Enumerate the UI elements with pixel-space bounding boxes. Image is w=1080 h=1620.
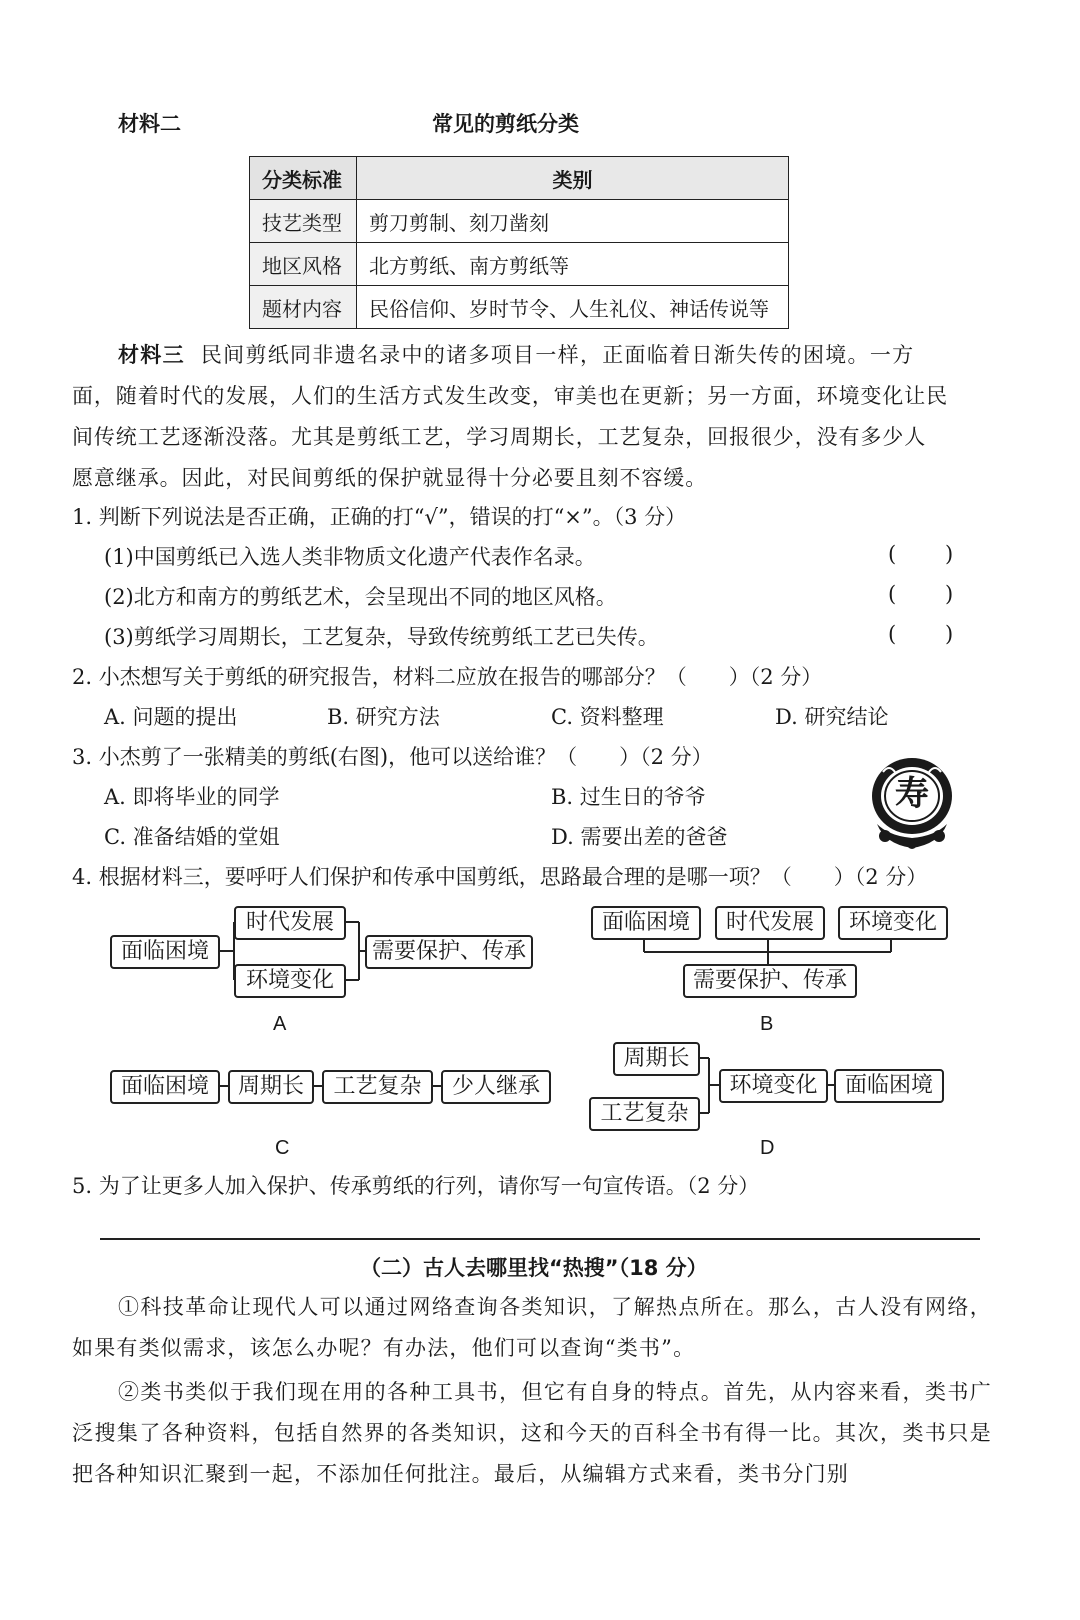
q1-stem: 1. 判断下列说法是否正确，正确的打“√”，错误的打“×”。（3 分） xyxy=(72,505,687,529)
q2-option-c[interactable]: C. 资料整理 xyxy=(551,705,664,729)
section2-paragraph-1: ①科技革命让现代人可以通过网络查询各类知识，了解热点所在。那么，古人没有网络，如果有类似需求，该怎么办呢？有办法，他们可以查询“类书”。 xyxy=(72,1295,992,1360)
diagram-a-box-mid1: 时代发展 xyxy=(234,906,346,940)
q2-option-b[interactable]: B. 研究方法 xyxy=(327,705,440,729)
diagram-b-box-1: 面临困境 xyxy=(591,906,701,940)
material2-label: 材料二 xyxy=(118,112,181,136)
papercut-char: 寿 xyxy=(895,774,929,814)
diagram-d-box-1: 周期长 xyxy=(613,1042,700,1076)
material3-line4: 愿意继承。因此，对民间剪纸的保护就显得十分必要且刻不容缓。 xyxy=(72,466,708,490)
q3-stem: 3. 小杰剪了一张精美的剪纸(右图)，他可以送给谁？（ ）（2 分） xyxy=(72,745,713,769)
diagram-d-box-2: 工艺复杂 xyxy=(589,1097,700,1131)
q1-item-1: (1)中国剪纸已入选人类非物质文化遗产代表作名录。 xyxy=(104,545,596,569)
q2-stem: 2. 小杰想写关于剪纸的研究报告，材料二应放在报告的哪部分？（ ）（2 分） xyxy=(72,665,823,689)
diagram-c-box-4: 少人继承 xyxy=(441,1070,551,1104)
table-header: 分类标准 xyxy=(250,157,357,200)
material3-label: 材料三 xyxy=(118,343,185,367)
diagram-d-box-3: 环境变化 xyxy=(719,1069,828,1103)
answer-paren-close[interactable]: ) xyxy=(945,542,954,566)
q3-option-b[interactable]: B. 过生日的爷爷 xyxy=(551,785,706,809)
q1-item-3: (3)剪纸学习周期长，工艺复杂，导致传统剪纸工艺已失传。 xyxy=(104,625,659,649)
material3-text: 民间剪纸同非遗名录中的诸多项目一样，正面临着日渐失传的困境。一方 xyxy=(200,343,915,367)
diagram-b-box-2: 时代发展 xyxy=(715,906,825,940)
material2-title: 常见的剪纸分类 xyxy=(432,112,579,136)
answer-paren-close[interactable]: ) xyxy=(945,622,954,646)
diagram-a-box-start: 面临困境 xyxy=(110,935,220,969)
answer-paren-open[interactable]: ( xyxy=(888,622,897,646)
diagram-a-box-mid2: 环境变化 xyxy=(234,964,346,998)
diagram-c-label[interactable]: C xyxy=(275,1137,290,1159)
q5-stem: 5. 为了让更多人加入保护、传承剪纸的行列，请你写一句宣传语。（2 分） xyxy=(72,1174,760,1198)
table-cell: 技艺类型 xyxy=(250,200,357,243)
material3-line2: 面，随着时代的发展，人们的生活方式发生改变，审美也在更新；另一方面，环境变化让民 xyxy=(72,384,948,408)
q3-option-c[interactable]: C. 准备结婚的堂姐 xyxy=(104,825,280,849)
table-cell: 地区风格 xyxy=(250,243,357,286)
section2-paragraph-2: ②类书类似于我们现在用的各种工具书，但它有自身的特点。首先，从内容来看，类书广泛搜集了各种资料，包括自然界的各类知识，这和今天的百科全书有得一比。其次，类书只是把各种知识汇聚到一起，不添加任何批注。最后，从编辑方式来看，类书分门别 xyxy=(72,1380,992,1486)
table-cell: 北方剪纸、南方剪纸等 xyxy=(357,243,789,286)
section-divider xyxy=(100,1238,980,1240)
diagram-c-box-3: 工艺复杂 xyxy=(322,1070,433,1104)
diagram-b-box-3: 环境变化 xyxy=(838,906,948,940)
section2-body xyxy=(72,1287,992,1495)
q2-option-d[interactable]: D. 研究结论 xyxy=(775,705,889,729)
diagram-a-label[interactable]: A xyxy=(273,1013,287,1035)
table-cell: 剪刀剪制、刻刀凿刻 xyxy=(357,200,789,243)
table-cell: 题材内容 xyxy=(250,286,357,329)
diagram-c-box-2: 周期长 xyxy=(228,1070,314,1104)
q3-option-d[interactable]: D. 需要出差的爸爸 xyxy=(551,825,728,849)
answer-paren-open[interactable]: ( xyxy=(888,582,897,606)
table-cell: 民俗信仰、岁时节令、人生礼仪、神话传说等 xyxy=(357,286,789,329)
diagram-a-box-end: 需要保护、传承 xyxy=(365,935,533,969)
q4-stem: 4. 根据材料三，要呼吁人们保护和传承中国剪纸，思路最合理的是哪一项？（ ）（2 分） xyxy=(72,865,928,889)
diagram-d-label[interactable]: D xyxy=(760,1137,775,1159)
q3-option-a[interactable]: A. 即将毕业的同学 xyxy=(104,785,280,809)
diagram-b-box-end: 需要保护、传承 xyxy=(683,964,857,998)
section2-title: （二）古人去哪里找“热搜”（18 分） xyxy=(360,1256,708,1280)
q2-option-a[interactable]: A. 问题的提出 xyxy=(104,705,238,729)
answer-paren-open[interactable]: ( xyxy=(888,542,897,566)
answer-paren-close[interactable]: ) xyxy=(945,582,954,606)
diagram-d-box-4: 面临困境 xyxy=(834,1069,944,1103)
table-header: 类别 xyxy=(357,157,789,200)
q1-item-2: (2)北方和南方的剪纸艺术，会呈现出不同的地区风格。 xyxy=(104,585,617,609)
diagram-b-label[interactable]: B xyxy=(760,1013,774,1035)
material3-line3: 间传统工艺逐渐没落。尤其是剪纸工艺，学习周期长，工艺复杂，回报很少，没有多少人 xyxy=(72,425,927,449)
diagram-c-box-1: 面临困境 xyxy=(110,1070,220,1104)
